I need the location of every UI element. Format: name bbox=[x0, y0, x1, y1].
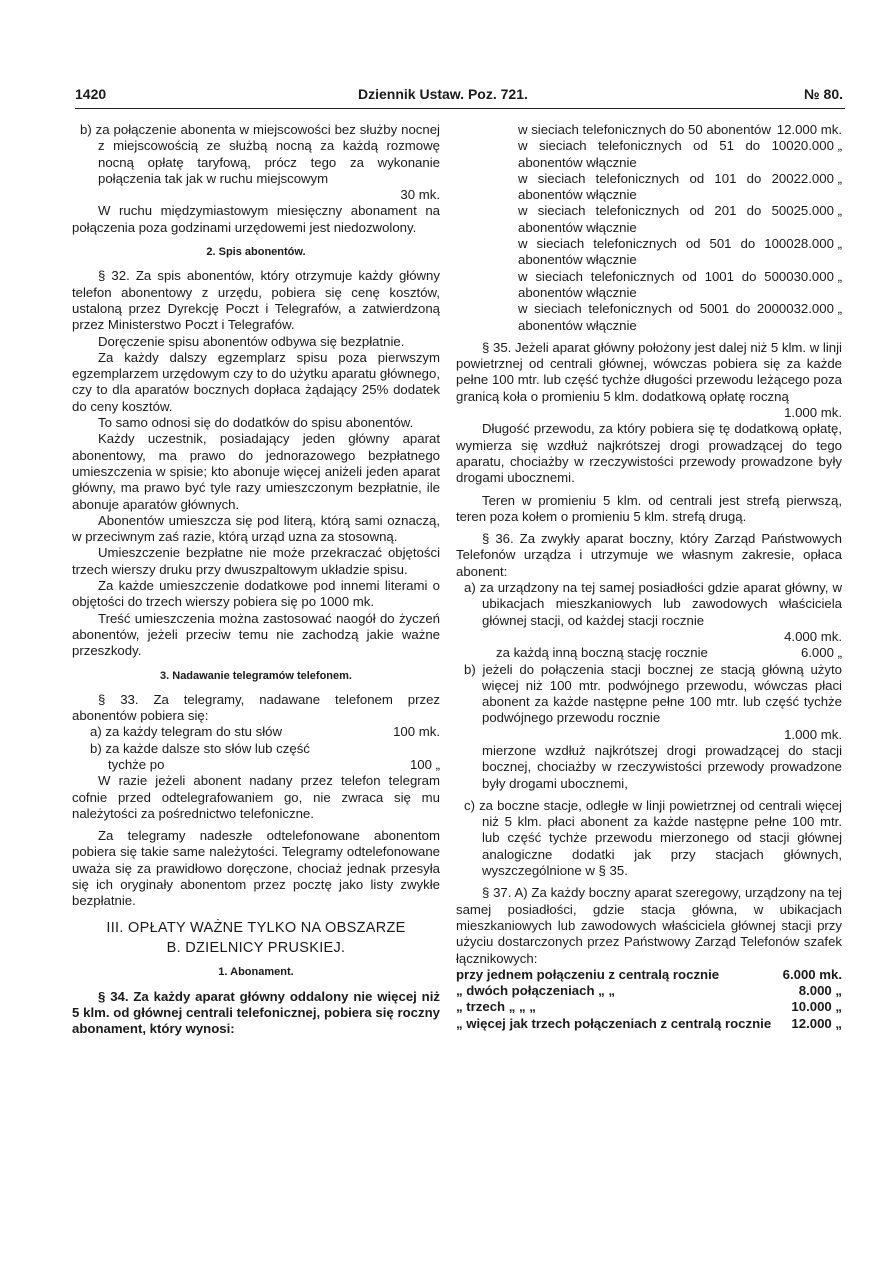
rate-list bbox=[456, 122, 842, 334]
para-tresc: Treść umieszczenia można zastosować naogół do życzeń abonentów, jeżeli przeciw temu nie zachodzą jakie ważne przeszkody. bbox=[72, 610, 440, 659]
para-doreczenie: Doręczenie spisu abonentów odbywa się bezpłatnie. bbox=[98, 333, 405, 349]
rate-37-row: „ trzech „ „ „ 10.000 „ bbox=[456, 999, 842, 1015]
item-36a: a) za urządzony na tej samej posiadłości gdzie aparat główny, w ubikacjach mieszkaniowych lub zawodowych właściciela głównej stacji, od każdej stacji rocznie bbox=[464, 580, 842, 628]
para-nadeszle: Za telegramy nadeszłe odtelefonowane abonentom pobiera się takie same należytości. Telegramy odtelefonowane uważa się za prawidłowo doręczone, chociaż jednak przesyła się ich oryginały abonentom przez pocztę jako listy zwykłe bezpłatnie. bbox=[72, 828, 440, 909]
rate-row: w sieciach telefonicznych od 501 do 1000 abonentów włącznie 28.000 „ bbox=[518, 236, 842, 268]
issue-number: № 80. bbox=[804, 86, 843, 102]
item-36b: b) jeżeli do połączenia stacji bocznej ze stacją główną użyto więcej niż 100 mtr. podwójnego przewodu, wówczas płaci abonent za każde następne pełne 100 mtr. lub część tychże podwójnego przewodu rocznie bbox=[464, 661, 842, 726]
item-36c: c) za boczne stacje, odległe w linji powietrznej od centrali więcej niż 5 klm. płaci abonent za każde następne pełne 100 mtr. lub część tychże przewodu mierzonego od stacji głównej analogiczne dodatki jak przy stacjach głównych, wyszczególnione w § 35. bbox=[464, 797, 842, 879]
rate-row: w sieciach telefonicznych od 1001 do 5000 abonentów włącznie 30.000 „ bbox=[518, 268, 842, 300]
para-litera: Abonentów umieszcza się pod literą, którą sami oznaczą, w przeciwnym zaś razie, którą urząd uzna za stosowną. bbox=[72, 512, 440, 545]
para-objetosc: Umieszczenie bezpłatne nie może przekraczać objętości trzech wierszy druku przy dwuszpaltowym układzie spisu. bbox=[72, 545, 440, 577]
item-b-value: 30 mk. bbox=[400, 187, 440, 203]
rate-row: w sieciach telefonicznych od 5001 do 20000 abonentów włącznie 32.000 „ bbox=[518, 301, 842, 333]
rate-row: w sieciach telefonicznych od 201 do 500 abonentów włącznie 25.000 „ bbox=[518, 203, 842, 235]
para-37: § 37. A) Za każdy boczny aparat szeregowy, urządzony na tej samej posiadłości, gdzie stacja główna, w ubikacjach mieszkaniowych lub zawodowych właściciela głównej stacji przy użyciu dostarczonych przez Państwowy Zarząd Telefonów szafek łącznikowych: bbox=[456, 885, 842, 966]
rate-37-row: „ więcej jak trzech połączeniach z centralą rocznie 12.000 „ bbox=[456, 1015, 842, 1031]
header-rule bbox=[75, 108, 845, 109]
rate-row: w sieciach telefonicznych od 101 do 200 abonentów włącznie 22.000 „ bbox=[518, 170, 842, 203]
journal-title: Dziennik Ustaw. Poz. 721. bbox=[358, 86, 528, 102]
rate-row: w sieciach telefonicznych od 51 do 100 abonentów włącznie 20.000 „ bbox=[518, 138, 842, 170]
para-uczestnik: Każdy uczestnik, posiadający jeden główny aparat abonentowy, ma prawo do jednorazowego bezpłatnego umieszczenia w spisie; kto abonuje więcej aniżeli jeden aparat główny, ma prawo być tyle razy umieszczonym bezpłatnie, ile abonuje aparatów głównych. bbox=[72, 431, 440, 512]
para-35: § 35. Jeżeli aparat główny położony jest dalej niż 5 klm. w linji powietrznej od centrali głównej, wówczas pobiera się za każde pełne 100 mtr. lub część tychże długości przewodu leżącego poza granicą koła o promieniu 5 klm. dodatkową opłatę roczną bbox=[456, 339, 842, 404]
item-36a-value: 4.000 mk. bbox=[784, 628, 842, 644]
heading-iii-line1: III. OPŁATY WAŻNE TYLKO NA OBSZARZE bbox=[106, 919, 406, 936]
heading-nadawanie: 3. Nadawanie telegramów telefonem. bbox=[160, 669, 352, 682]
item-36b-cont: mierzone wzdłuż najkrótszej drogi prowadzącej do stacji bocznej, chociażby w rzeczywistości przewody prowadzone były drogami ubocznemi, bbox=[482, 742, 842, 791]
item-33b: b) za każde dalsze sto słów lub część bbox=[90, 740, 310, 756]
para-35-value: 1.000 mk. bbox=[784, 405, 842, 421]
heading-abonament: 1. Abonament. bbox=[218, 966, 294, 979]
para-dlugosc: Długość przewodu, za który pobiera się tę dodatkową opłatę, wymierza się wzdłuż najkrótszej drogi prowadzącej do tego aparatu, chociażby w rzeczywistości przewody prowadzone były drogami ubocznemi. bbox=[456, 421, 842, 486]
item-b-night: b) za połączenie abonenta w miejscowości bez służby nocnej z miejscowością ze służbą nocną za każdą rozmowę nocną opłatę taryfową, prócz tego za wykonanie połączenia tak jak w ruchu miejscowym bbox=[80, 122, 440, 186]
left-column bbox=[72, 122, 440, 1037]
para-teren: Teren w promieniu 5 klm. od centrali jest strefą pierwszą, teren poza kołem o promieniu 5 klm. strefą drugą. bbox=[456, 492, 842, 524]
para-razie: W razie jeżeli abonent nadany przez telefon telegram cofnie przed odtelegrafowaniem go, nie zwraca się mu należytości za pośrednictwo telefoniczne. bbox=[72, 773, 440, 821]
page-header bbox=[75, 86, 843, 108]
rate-37-row: przy jednem połączeniu z centralą rocznie 6.000 mk. bbox=[456, 966, 842, 982]
para-dalszy: Za każdy dalszy egzemplarz spisu poza pierwszym egzemplarzem urzędowym czy to do użytku aparatu głównego, czy to dla aparatów bocznych dopłaca żądający 25% dodatek do ceny kosztów. bbox=[72, 349, 440, 414]
para-samo: To samo odnosi się do dodatków do spisu abonentów. bbox=[98, 415, 414, 431]
page-number: 1420 bbox=[75, 86, 107, 102]
para-34: § 34. Za każdy aparat główny oddalony nie więcej niż 5 klm. od głównej centrali telefonicznej, pobiera się roczny abonament, który wynosi: bbox=[72, 988, 440, 1037]
para-intercity: W ruchu międzymiastowym miesięczny abonament na połączenia poza godzinami urzędowemi jest niedozwolony. bbox=[72, 203, 440, 235]
para-33: § 33. Za telegramy, nadawane telefonem przez abonentów pobiera się: bbox=[72, 691, 440, 724]
heading-spis: 2. Spis abonentów. bbox=[206, 246, 306, 259]
rate-row: w sieciach telefonicznych do 50 abonentów 12.000 mk. bbox=[518, 122, 842, 137]
para-32: § 32. Za spis abonentów, który otrzymuje każdy główny telefon abonentowy z urzędu, pobiera się cenę kosztów, ustaloną przez Dyrekcję Poczt i Telegrafów, a zatwierdzoną przez Ministerstwo Poczt i Telegrafów. bbox=[72, 268, 440, 333]
item-33b-value: tychże po 100 „ bbox=[108, 756, 440, 772]
heading-iii-line2: B. DZIELNICY PRUSKIEJ. bbox=[166, 939, 346, 956]
rate-37-row: „ dwóch połączeniach „ „ 8.000 „ bbox=[456, 983, 842, 999]
item-36b-value: 1.000 mk. bbox=[784, 726, 842, 742]
item-33a: a) za każdy telegram do stu słów 100 mk. bbox=[90, 724, 440, 740]
para-36: § 36. Za zwykły aparat boczny, który Zarząd Państwowych Telefonów urządza i utrzymuje we własnym zakresie, opłaca abonent: bbox=[456, 531, 842, 579]
right-column bbox=[456, 122, 842, 1032]
para-inne: Za każde umieszczenie dodatkowe pod innemi literami o objętości do trzech wierszy pobiera się po 1000 mk. bbox=[72, 578, 440, 610]
item-36a-other: za każdą inną boczną stację rocznie 6.000 „ bbox=[496, 645, 842, 661]
